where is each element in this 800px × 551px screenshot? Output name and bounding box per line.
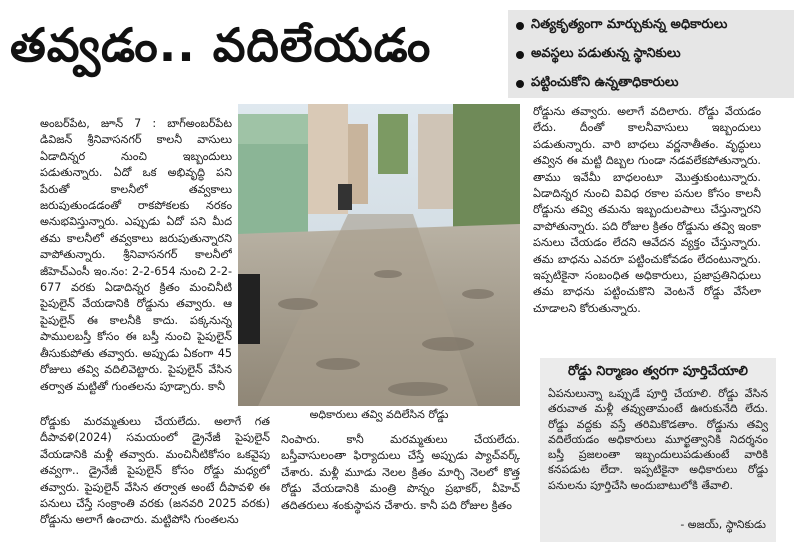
article-column-2 xyxy=(281,432,520,546)
news-photo xyxy=(238,104,520,406)
article-column-1-bottom xyxy=(40,414,270,546)
sidebar-text: ఏపనులున్నా ఒప్పుడే పూర్తి చేయాలి. రోడ్డు వేసిన తరువాత మళ్లీ తవ్వుతామంటే ఊరుకునేది లేదు. రోడ్డు వద్దకు వస్తే తరిమికొడతాం. రోడ్డును తవ్వి వదిలేయడం అధికారులు మూర్ఖత్వానికి నిదర్శనం బస్తీ ప్రజలంతా ఇబ్బందులుపడుతుంటే వారికి కనపడుట లేదా. ఇప్పటికైనా అధికారులు రోడ్డు పనులను పూర్తిచేసి అందుబాటులోకి తేవాలి. xyxy=(548,387,768,492)
bullet-text: అవస్థలు పడుతున్న స్థానికులు xyxy=(531,46,681,61)
road-photo-image xyxy=(238,104,520,406)
article-text: రోడ్డును తవ్వారు. అలాగే వదిలారు. రోడ్డు వేయడం లేదు. దీంతో కాలనీవాసులు ఇబ్బందులు పడుతున్నారు. వారి బాధలు వర్ణనాతీతం. వృద్ధులు తవ్విన ఈ మట్టి దిబ్బల గుండా నడవలేకపోతున్నారు. తాము ఇవేమీ బాధలంటూ మొత్తుకుంటున్నారు. ఏడాదిన్నర నుంచి వివిధ రకాల పనుల కోసం కాలనీ రోడ్డును తవ్వి తమను ఇబ్బందులపాలు చేస్తున్నారని వాపోతున్నారు. పది రోజుల క్రితం రోడ్డును తవ్వి ఇంకా పనులు చేయడం లేదని ఆవేదన వ్యక్తం చేస్తున్నారు. తమ బాధను ఎవరూ పట్టించుకోవడం లేదంటున్నారు. ఇప్పటికైనా సంబంధిత అధికారులు, ప్రజాప్రతినిధులు తమ బాధను పట్టించుకొని వెంటనే రోడ్డు వేసేలా చూడాలని కోరుతున్నారు. xyxy=(533,105,761,315)
bullet-item xyxy=(508,42,794,68)
quote-sidebar xyxy=(540,358,776,542)
summary-bullets xyxy=(508,10,794,98)
bullet-item xyxy=(508,71,794,97)
photo-caption: అధికారులు తవ్వి వదిలేసిన రోడ్డు xyxy=(309,408,449,421)
article-text: రోడ్డుకు మరమ్మతులు చేయలేదు. అలాగే గత దీపావళి(2024) సమయంలో డ్రైనేజీ పైపులైన్ వేయడానికి మళ్లీ తవ్వారు. మంచినీటికోసం ఒకవైపు తవ్వగా.. డ్రైనేజీ పైపులైన్ కోసం రోడ్డు మధ్యలో తవ్వారు. పైపులైన్ వేసిన తర్వాత అంటే దీపావళి ఈ పనులు చేస్తే సంక్రాంతి వరకు (జనవరి 2025 వరకు) రోడ్డును అలాగే ఉంచారు. మట్టిపోసి గుంతలను xyxy=(40,415,270,527)
bullet-text: నిత్యకృత్యంగా మార్చుకున్న అధికారులు xyxy=(531,17,728,32)
bullet-dot-icon xyxy=(516,80,524,88)
article-text: అంబర్‌పేట, జూన్ 7 : బాగ్‌అంబర్‌పేట డివిజన్ శ్రీనివాసనగర్ కాలనీ వాసులు ఏడాదిన్నర నుంచి ఇబ్బందులు పడుతున్నారు. ఏదో ఒక అభివృద్ధి పని పేరుతో కాలనీలో తవ్వకాలు జరుపుతుండడంతో రాకపోకలకు నరకం అనుభవిస్తున్నారు. ఎప్పుడు ఏదో పని మీద తమ కాలనీలో తవ్వకాలు జరుపుతున్నారని వాపోతున్నారు. శ్రీనివాసనగర్ కాలనీలో జీహెచ్‌ఎంసీ ఇం.నం: 2-2-654 నుంచి 2-2-677 వరకు ఏడాదిన్నర క్రితం మంచినీటి పైపులైన్ వేయడానికి రోడ్డును తవ్వారు. ఆ పైపులైన్ ఈ కాలనీకి కాదు. పక్కనున్న పాములబస్తీ కోసం ఈ బస్తీ నుంచి పైపులైన్ తీసుకుపోతు తవ్వారు. అప్పుడు ఏకంగా 45 రోజులు తవ్వి వదిలివెట్టారు. పైపులైన్ వేసిన తర్వాత మట్టితో గుంతలను పూడ్చారు. కానీ xyxy=(40,117,232,393)
bullet-dot-icon xyxy=(516,51,524,59)
headline: తవ్వడం.. వదిలేయడం xyxy=(10,18,432,72)
article-column-3 xyxy=(533,104,761,350)
sidebar-title: రోడ్డు నిర్మాణం త్వరగా పూర్తిచేయాలి xyxy=(568,364,748,379)
article-text: నింపారు. కానీ మరమ్మతులు చేయలేదు. బస్తీవాసులంతా ఫిర్యాదులు చేస్తే అప్పుడు ప్యాచ్‌వర్క్ చేశారు. మళ్లీ మూడు నెలల క్రితం మార్చి నెలలో కొత్త రోడ్డు వేయడానికి మంత్రి పొన్నం ప్రభాకర్, వీహెచ్ తదితరులు శంకుస్థాపన చేశారు. కానీ పది రోజుల క్రితం xyxy=(281,433,520,512)
sidebar-byline: - అజయ్, స్థానికుడు xyxy=(680,518,766,531)
bullet-dot-icon xyxy=(516,22,524,30)
bullet-text: పట్టించుకోని ఉన్నతాధికారులు xyxy=(531,75,679,90)
bullet-item xyxy=(508,13,794,39)
article-column-1 xyxy=(40,116,232,414)
